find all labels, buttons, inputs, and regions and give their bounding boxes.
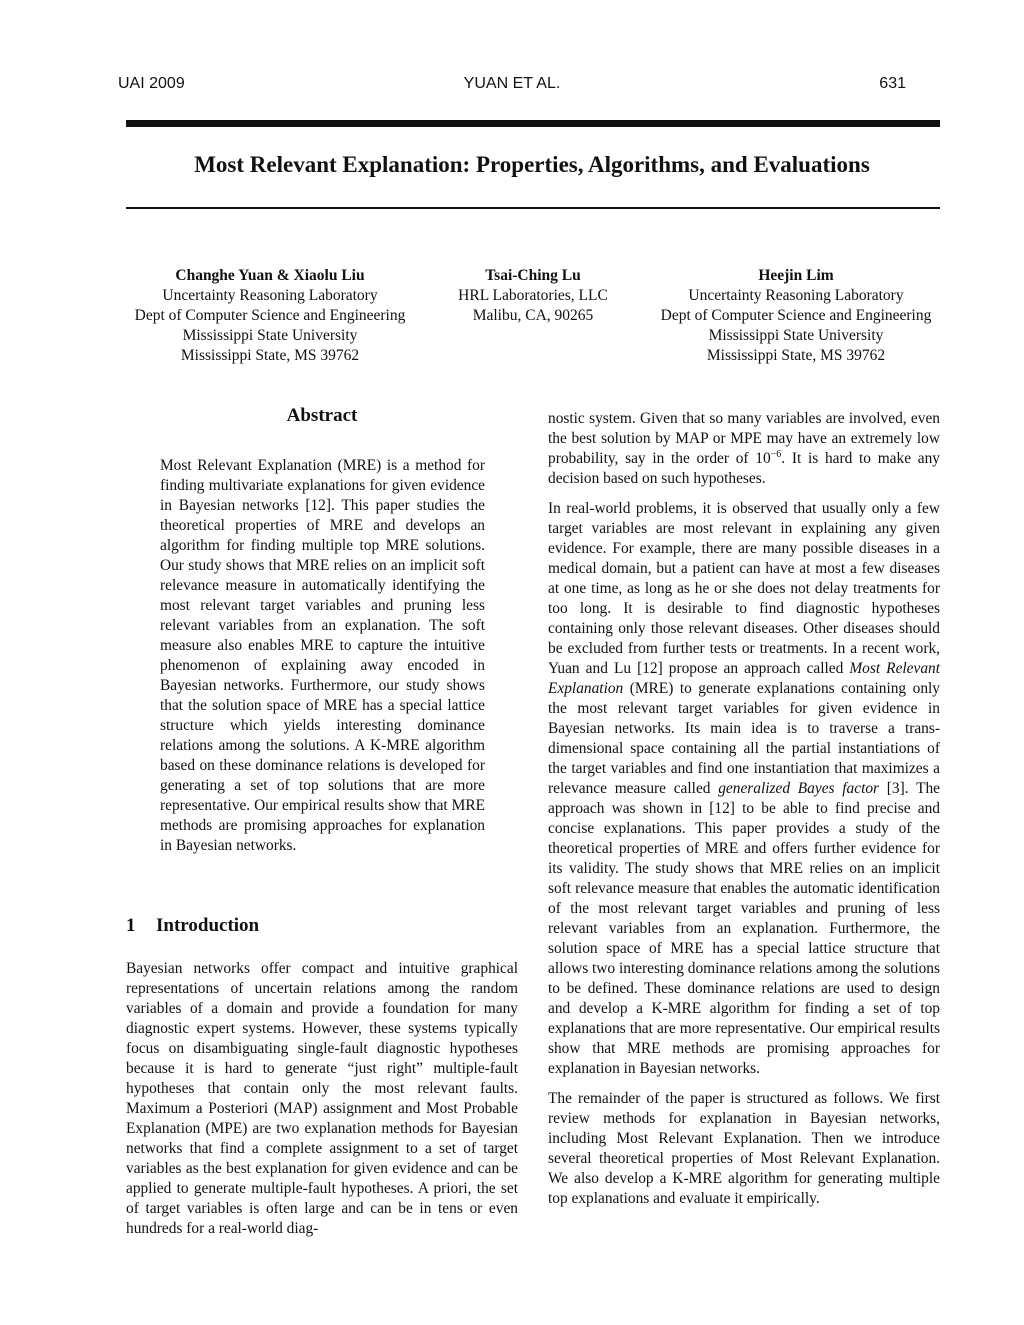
affiliation-line: Dept of Computer Science and Engineering: [660, 307, 932, 324]
running-header-venue: UAI 2009: [118, 75, 185, 92]
affiliation-line: Mississippi State, MS 39762: [180, 347, 360, 364]
emphasis-term: generalized Bayes factor: [718, 780, 880, 797]
author-name: Tsai-Ching Lu: [485, 267, 581, 284]
abstract-text: Most Relevant Explanation (MRE) is a method for finding multivariate explanations for given evidence in Bayesian networks [12]. This paper studies the theoretical properties of MRE and develops an algorithm for finding multiple top MRE solutions. Our study shows that MRE relies on an implicit soft relevance measure in automatically identifying the most relevant target variables and pruning less relevant variables from an explanation. The soft measure also enables MRE to capture the intuitive phenomenon of explaining away encoded in Bayesian networks. Furthermore, our study shows that the solution space of MRE has a special lattice structure which yields interesting dominance relations among the solutions. A K-MRE algorithm based on these dominance relations is developed for generating a set of top solutions that are more representative. Our empirical results show that MRE methods are promising approaches for explanation in Bayesian networks.: [160, 457, 485, 854]
emphasis-term: Most Relevant Explanation: [548, 660, 941, 697]
text-run: In real-world problems, it is observed that usually only a few target variables are most relevant in explaining any given evidence. For example, there are many possible diseases in a medical domain, but a patient can have at most a few diseases at one time, as long as he or she does not delay treatments for too long. It is desirable to find diagnostic hypotheses containing only those relevant diseases. Other diseases should be excluded from further tests or treatments. In a recent work, Yuan and Lu [12] propose an approach called: [548, 500, 940, 677]
affiliation-line: HRL Laboratories, LLC: [458, 287, 608, 304]
author-name: Heejin Lim: [758, 267, 834, 284]
author-block-2: [423, 266, 643, 326]
right-column: [548, 409, 940, 1209]
author-block-1: [110, 266, 430, 366]
exponent: −6: [770, 448, 782, 460]
affiliation-line: Uncertainty Reasoning Laboratory: [688, 287, 904, 304]
abstract-body: [160, 456, 485, 856]
intro-paragraph-3: The remainder of the paper is structured as follows. We first review methods for explanation in Bayesian networks, including Most Relevant Explanation. Then we introduce several theoretical properties of Most Relevant Explanation. We also develop a K-MRE algorithm for generating multiple top explanations and evaluate it empirically.: [548, 1090, 940, 1207]
abstract-heading: Abstract: [286, 405, 358, 426]
page-number: 631: [879, 75, 906, 92]
section-title: Introduction: [156, 915, 260, 936]
affiliation-line: Mississippi State University: [182, 327, 358, 344]
introduction-left-column: [126, 959, 518, 1239]
affiliation-line: Dept of Computer Science and Engineering: [134, 307, 406, 324]
text-run: (MRE) to generate explanations containing only the most relevant target variables for given evidence in Bayesian networks. Its main idea is to traverse a trans-dimensional space containing all the partial instantiations of the target variables and find one instantiation that maximizes a relevance measure called: [548, 680, 940, 797]
author-name: Changhe Yuan & Xiaolu Liu: [175, 267, 365, 284]
affiliation-line: Mississippi State University: [708, 327, 884, 344]
running-header-authors: YUAN ET AL.: [463, 75, 561, 92]
title-bottom-rule: [126, 207, 940, 209]
intro-paragraph-1-continued: [548, 409, 940, 489]
text-run: [3]. The approach was shown in [12] to be able to find precise and concise explanations. This paper provides a study of the theoretical properties of MRE and offers further evidence for its validity. The study shows that MRE relies on an implicit soft relevance measure that enables the automatic identification of the most relevant target variables and pruning of less relevant variables from an explanation. Furthermore, the solution space of MRE has a special lattice structure that allows two interesting dominance relations among the solutions to be defined. These dominance relations are used to design and develop a K-MRE algorithm for finding a set of top explanations that are more representative. Our empirical results show that MRE methods are promising approaches for explanation in Bayesian networks.: [548, 780, 940, 1077]
section-heading-introduction: [126, 915, 259, 937]
affiliation-line: Uncertainty Reasoning Laboratory: [162, 287, 378, 304]
text-run: nostic system. Given that so many variables are involved, even the best solution by MAP or MPE may have an extremely low probability, say in the order of 10: [548, 410, 940, 467]
author-block-3: [644, 266, 948, 366]
affiliation-line: Mississippi State, MS 39762: [706, 347, 886, 364]
paper-title: Most Relevant Explanation: Properties, Algorithms, and Evaluations: [194, 152, 870, 177]
title-top-rule: [126, 120, 940, 127]
intro-paragraph-2: [548, 499, 940, 1079]
section-number: 1: [126, 915, 136, 936]
text-run: . It is hard to make any decision based on such hypotheses.: [548, 450, 940, 487]
intro-paragraph-1: Bayesian networks offer compact and intuitive graphical representations of uncertain relations among the random variables of a domain and provide a foundation for many diagnostic expert systems. However, these systems typically focus on disambiguating single-fault diagnostic hypotheses because it is hard to generate “just right” multiple-fault hypotheses that contain only the most relevant faults. Maximum a Posteriori (MAP) assignment and Most Probable Explanation (MPE) are two explanation methods for Bayesian networks that find a complete assignment to a set of target variables as the best explanation for given evidence and can be applied to generate multiple-fault hypotheses. A priori, the set of target variables is often large and can be in tens or even hundreds for a real-world diag-: [126, 960, 518, 1237]
affiliation-line: Malibu, CA, 90265: [472, 307, 594, 324]
